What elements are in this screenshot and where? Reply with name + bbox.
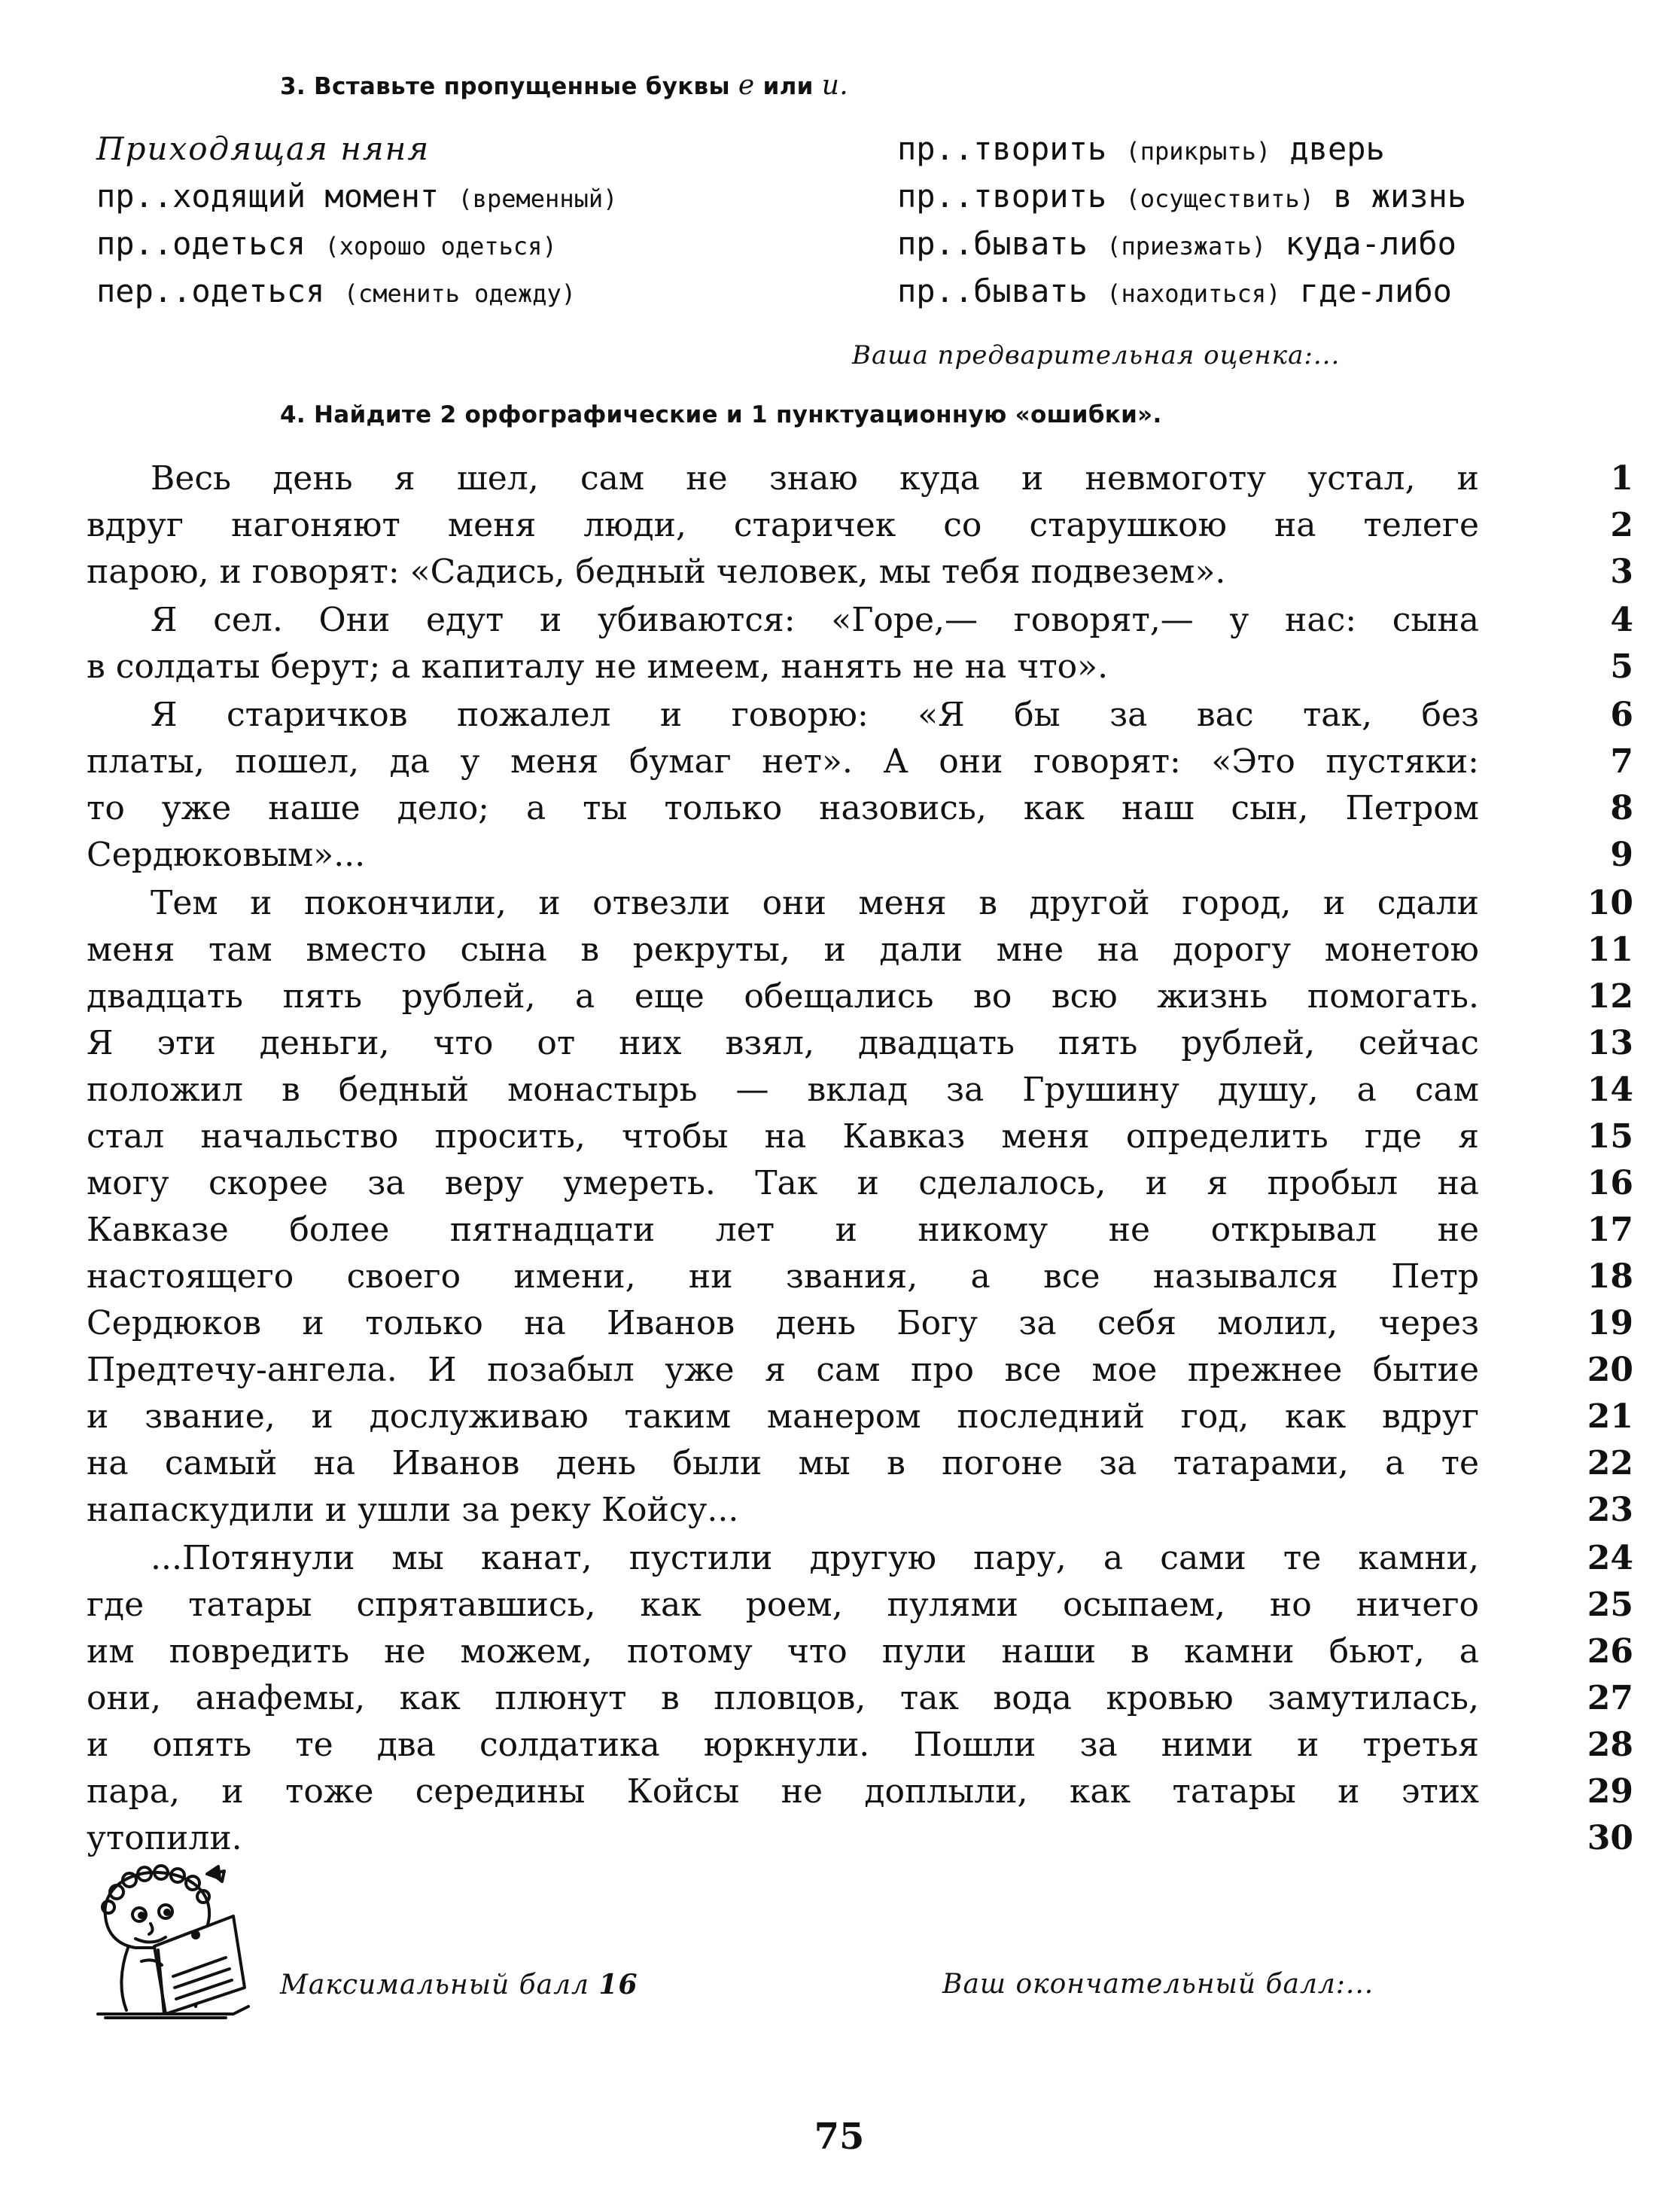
line-number: 17 xyxy=(1587,1211,1633,1249)
line-number: 30 xyxy=(1587,1819,1633,1857)
passage-line: положил в бедный монастырь — вклад за Грушину душу, а сам xyxy=(87,1071,1479,1109)
exercise-3-instruction: Вставьте пропущенные буквы xyxy=(314,73,730,100)
passage-line: Сердюков и только на Иванов день Богу за себя молил, через xyxy=(87,1304,1479,1342)
word-item: пр..ходящий момент xyxy=(96,178,440,215)
max-score xyxy=(280,1969,638,2000)
passage-line: меня там вместо сына в рекруты, и дали мне на дорогу монетою xyxy=(87,931,1479,969)
word-item: Приходящая няня xyxy=(96,130,431,167)
passage-line: Кавказе более пятнадцати лет и никому не открывал не xyxy=(87,1211,1479,1249)
exercise-3-instruction-end: . xyxy=(839,70,849,101)
word-tail: где-либо xyxy=(1299,273,1452,309)
line-number: 28 xyxy=(1587,1726,1633,1764)
exercise-4-number: 4. xyxy=(280,401,306,428)
line-number: 26 xyxy=(1587,1632,1633,1671)
line-number: 9 xyxy=(1610,836,1633,874)
word-item: пер..одеться xyxy=(96,273,325,309)
word-hint: (временный) xyxy=(458,184,618,213)
line-number: 11 xyxy=(1587,931,1633,969)
word-hint: (осуществить) xyxy=(1125,184,1314,213)
line-number: 21 xyxy=(1587,1397,1633,1436)
line-number: 15 xyxy=(1587,1117,1633,1156)
word-item: пр..бывать xyxy=(897,225,1088,262)
line-number: 2 xyxy=(1610,506,1633,544)
passage-line: напаскудили и ушли за реку Койсу... xyxy=(87,1491,739,1529)
line-numbers xyxy=(1551,456,1633,1862)
word-hint: (находиться) xyxy=(1106,279,1281,308)
word-row xyxy=(96,125,617,172)
passage-text xyxy=(87,456,1479,1862)
page-number: 75 xyxy=(814,2116,865,2158)
word-item: пр..творить xyxy=(897,130,1107,167)
passage-line: где татары спрятавшись, как роем, пулями осыпаем, но ничего xyxy=(87,1586,1479,1624)
exercise-3-or-word: или xyxy=(762,73,814,100)
word-hint: (хорошо одеться) xyxy=(324,232,557,261)
passage-line: Весь день я шел, сам не знаю куда и невмоготу устал, и xyxy=(151,459,1479,498)
passage-line: и опять те два солдатика юркнули. Пошли за ними и третья xyxy=(87,1726,1479,1764)
passage-line: они, анафемы, как плюнут в пловцов, так вода кровью замутилась, xyxy=(87,1679,1479,1717)
exercise-3-left-column xyxy=(96,125,617,315)
line-number: 16 xyxy=(1587,1164,1633,1202)
word-row xyxy=(96,220,617,267)
passage-line: вдруг нагоняют меня люди, старичек со старушкою на телеге xyxy=(87,506,1479,544)
passage-line: Тем и покончили, и отвезли они меня в другой город, и сдали xyxy=(151,884,1479,922)
passage-line: могу скорее за веру умереть. Так и сделалось, и я пробыл на xyxy=(87,1164,1479,1202)
passage-line: стал начальство просить, чтобы на Кавказ меня определить где я xyxy=(87,1117,1479,1156)
exercise-3-letter-i: и xyxy=(821,70,840,101)
line-number: 25 xyxy=(1587,1586,1633,1624)
word-row xyxy=(96,267,617,315)
word-hint: (приезжать) xyxy=(1106,232,1267,261)
line-number: 3 xyxy=(1610,553,1633,591)
word-item: пр..бывать xyxy=(897,273,1088,309)
line-number: 13 xyxy=(1587,1024,1633,1062)
word-hint: (прикрыть) xyxy=(1125,137,1271,166)
line-number: 7 xyxy=(1610,742,1633,781)
line-number: 20 xyxy=(1587,1351,1633,1389)
passage-line: Я старичков пожалел и говорю: «Я бы за вас так, без xyxy=(151,696,1479,734)
exercise-3-right-column xyxy=(897,125,1466,315)
word-tail: в жизнь xyxy=(1333,178,1467,215)
passage-line: Я эти деньги, что от них взял, двадцать пять рублей, сейчас xyxy=(87,1024,1479,1062)
line-number: 10 xyxy=(1587,884,1633,922)
passage-line: Я сел. Они едут и убиваются: «Горе,— говорят,— у нас: сына xyxy=(151,601,1479,639)
line-number: 29 xyxy=(1587,1772,1633,1811)
word-hint: (сменить одежду) xyxy=(343,279,576,308)
line-number: 1 xyxy=(1610,459,1633,498)
line-number: 14 xyxy=(1587,1071,1633,1109)
max-score-value: 16 xyxy=(598,1969,638,2000)
passage-line: и звание, и дослуживаю таким манером последний год, как вдруг xyxy=(87,1397,1479,1436)
word-row xyxy=(897,125,1466,172)
passage-line: на самый на Иванов день были мы в погоне за татарами, а те xyxy=(87,1444,1479,1482)
word-row xyxy=(897,220,1466,267)
word-row xyxy=(897,267,1466,315)
line-number: 18 xyxy=(1587,1257,1633,1296)
exercise-3-heading xyxy=(280,70,848,101)
line-number: 8 xyxy=(1610,789,1633,827)
passage-line: пара, и тоже середины Койсы не доплыли, как татары и этих xyxy=(87,1772,1479,1811)
line-number: 5 xyxy=(1610,647,1633,686)
line-number: 6 xyxy=(1610,696,1633,734)
line-number: 19 xyxy=(1587,1304,1633,1342)
line-number: 22 xyxy=(1587,1444,1633,1482)
line-number: 12 xyxy=(1587,977,1633,1016)
line-number: 23 xyxy=(1587,1491,1633,1529)
passage-line: Сердюковым»... xyxy=(87,836,366,874)
passage-line: настоящего своего имени, ни звания, а все назывался Петр xyxy=(87,1257,1479,1296)
exercise-4-instruction: Найдите 2 орфографические и 1 пунктуационную «ошибки». xyxy=(314,401,1162,428)
word-tail: куда-либо xyxy=(1285,225,1456,262)
passage-line: Предтечу-ангела. И позабыл уже я сам про все мое прежнее бытие xyxy=(87,1351,1479,1389)
word-row xyxy=(897,172,1466,220)
exercise-4-heading xyxy=(280,401,1162,428)
passage-line: утопили. xyxy=(87,1819,242,1857)
word-item: пр..творить xyxy=(897,178,1107,215)
line-number: 24 xyxy=(1587,1539,1633,1577)
passage-line: парою, и говорят: «Садись, бедный человек, мы тебя подвезем». xyxy=(87,553,1226,591)
line-number: 4 xyxy=(1610,601,1633,639)
passage-line: двадцать пять рублей, а еще обещались во всю жизнь помогать. xyxy=(87,977,1479,1016)
exercise-3-number: 3. xyxy=(280,73,306,100)
word-item: пр..одеться xyxy=(96,225,306,262)
final-score: Ваш окончательный балл:... xyxy=(942,1969,1374,2000)
passage-line: платы, пошел, да у меня бумаг нет». А они говорят: «Это пустяки: xyxy=(87,742,1479,781)
line-number: 27 xyxy=(1587,1679,1633,1717)
max-score-label: Максимальный балл xyxy=(280,1970,589,2000)
preliminary-score: Ваша предварительная оценка:... xyxy=(852,340,1341,370)
word-tail: дверь xyxy=(1289,130,1385,167)
passage-line: в солдаты берут; а капиталу не имеем, нанять не на что». xyxy=(87,647,1109,686)
passage-line: ...Потянули мы канат, пустили другую пару, а сами те камни, xyxy=(151,1539,1479,1577)
exercise-3-letter-e: е xyxy=(738,70,755,101)
passage-line: им повредить не можем, потому что пули наши в камни бьют, а xyxy=(87,1632,1479,1671)
word-row xyxy=(96,172,617,220)
passage-line: то уже наше дело; а ты только назовись, как наш сын, Петром xyxy=(87,789,1479,827)
child-reading-book-icon xyxy=(83,1863,256,2025)
